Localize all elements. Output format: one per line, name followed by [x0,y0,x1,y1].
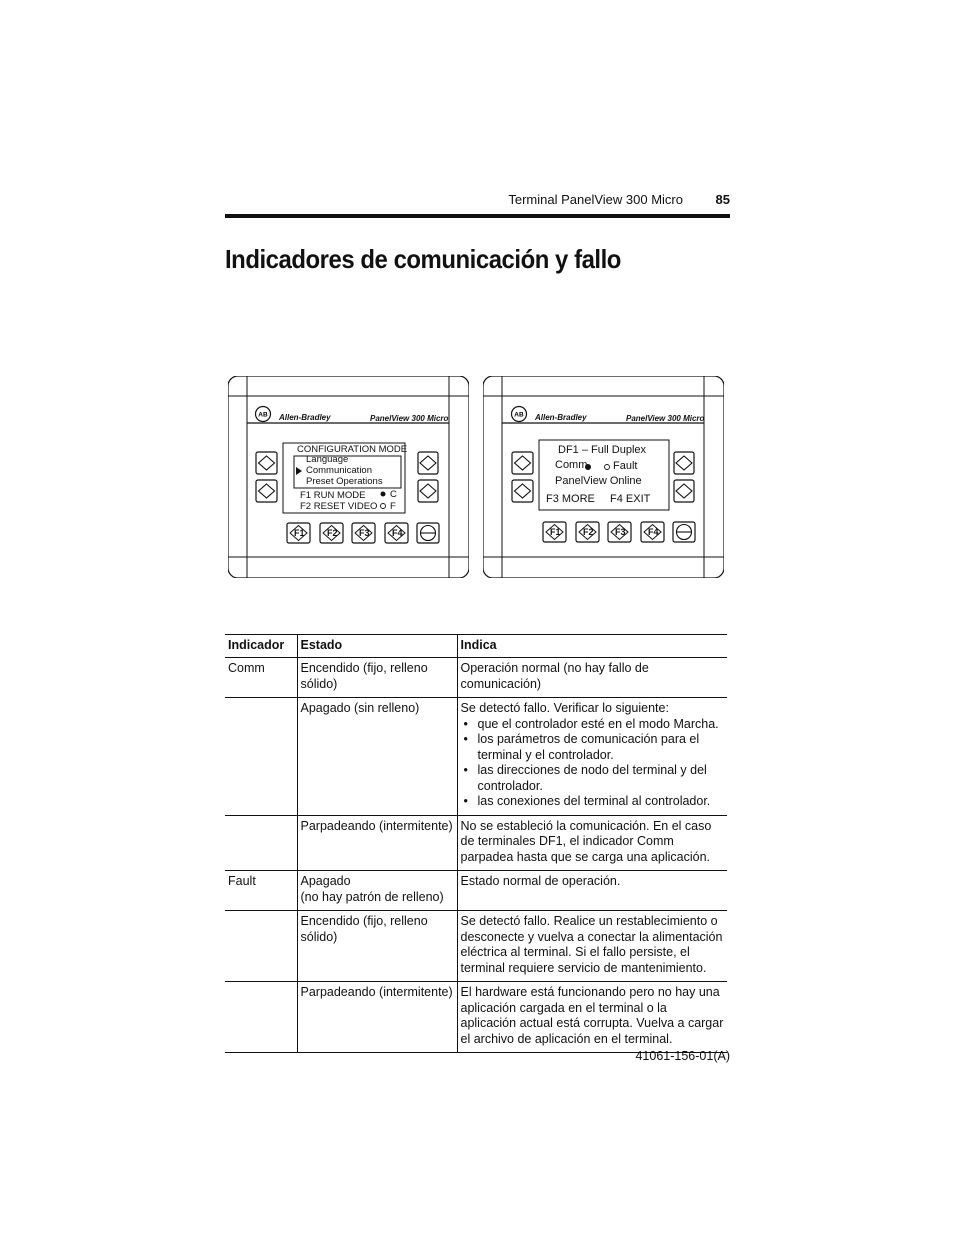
fault-led-off-icon [381,504,386,509]
f4-key-label: F4 [392,528,403,538]
state-line-2: (no hay patrón de relleno) [300,889,444,904]
table-row [225,871,727,911]
header-indicador: Indicador [225,635,297,658]
header-rule [225,214,730,218]
cell-indicator: Fault [225,871,297,911]
svg-text:AB: AB [258,411,268,419]
comm-led-on-icon [381,492,386,497]
meaning-intro: Se detectó fallo. Verificar lo siguiente: [460,701,669,715]
panelview-right-illustration [483,376,724,578]
cell-state [297,871,457,911]
f2-reset-video-label: F2 RESET VIDEO [300,501,378,512]
state-line: Apagado [300,874,351,888]
down-arrow-key-icon[interactable] [674,480,694,502]
indicator-table [225,634,727,1053]
f4-exit-label: F4 EXIT [610,493,651,505]
left-arrow-key-icon[interactable] [256,452,277,474]
brand-label: Allen-Bradley [535,413,587,422]
header-indica: Indica [457,635,727,658]
table-row [225,658,727,698]
up-arrow-key-icon[interactable] [418,452,438,474]
f3-key-label: F3 [615,527,626,537]
comm-label: Comm [555,459,588,471]
fault-label: Fault [613,460,638,472]
down-arrow-key-icon[interactable] [418,480,438,502]
running-header-title: Terminal PanelView 300 Micro [508,192,683,207]
cell-state: Parpadeando (intermitente) [297,982,457,1053]
table-row [225,911,727,982]
f1-run-mode-label: F1 RUN MODE [300,490,366,501]
fault-led-off-icon [605,465,610,470]
f2-key-label: F2 [583,527,594,537]
f3-key-label: F3 [359,528,370,538]
f2-key-label: F2 [327,528,338,538]
list-item: • las direcciones de nodo del terminal y del controlador. [461,763,725,794]
f3-more-label: F3 MORE [546,493,595,505]
table-row [225,698,727,816]
left-arrow-key-icon[interactable] [512,452,533,474]
menu-item-language: Language [306,454,349,465]
cell-state: Apagado (sin relleno) [297,698,457,816]
model-label: PanelView 300 Micro [626,414,705,423]
cell-meaning [457,698,727,816]
page-title: Indicadores de comunicación y fallo [225,244,621,274]
panelview-online-label: PanelView Online [555,475,642,487]
brand-label: Allen-Bradley [279,413,331,422]
menu-item-communication: Communication [306,465,372,476]
check-list [461,717,725,810]
screen-mode-line: CONFIGURATION MODE [297,444,408,455]
menu-item-preset-operations: Preset Operations [306,476,383,487]
cell-meaning: No se estableció la comunicación. En el caso de terminales DF1, el indicador Comm parpadea hasta que se carga una aplicación. [457,815,727,871]
cell-meaning: Estado normal de operación. [457,871,727,911]
list-item: • las conexiones del terminal al controlador. [461,794,725,810]
header-estado: Estado [297,635,457,658]
screen-protocol-line: DF1 – Full Duplex [558,444,647,456]
f1-key-label: F1 [294,528,305,538]
led-c-label: C [390,489,397,500]
panelview-left-illustration [228,376,469,578]
cell-indicator [225,911,297,982]
f4-key-label: F4 [648,527,659,537]
right-arrow-key-icon[interactable] [512,480,533,502]
enter-key-icon[interactable] [673,522,695,542]
model-label: PanelView 300 Micro [370,414,449,423]
cell-indicator [225,815,297,871]
cell-indicator [225,982,297,1053]
table-row [225,982,727,1053]
table-header-row [225,635,727,658]
list-item: • los parámetros de comunicación para el terminal y el controlador. [461,732,725,763]
led-f-label: F [390,501,396,512]
f1-key-label: F1 [550,527,561,537]
publication-code: 41061-156-01(A) [635,1049,730,1063]
cell-indicator [225,698,297,816]
cell-meaning: El hardware está funcionando pero no hay una aplicación cargada en el terminal o la aplicación actual está corrupta. Vuelva a cargar el archivo de aplicación en el terminal. [457,982,727,1053]
cell-meaning: Operación normal (no hay fallo de comunicación) [457,658,727,698]
page-number: 85 [715,192,730,207]
cell-state: Encendido (fijo, relleno sólido) [297,658,457,698]
svg-text:AB: AB [514,411,524,419]
right-arrow-key-icon[interactable] [256,480,277,502]
cell-state: Encendido (fijo, relleno sólido) [297,911,457,982]
cell-indicator: Comm [225,658,297,698]
cell-meaning: Se detectó fallo. Realice un restablecimiento o desconecte y vuelva a conectar la alimentación eléctrica al terminal. Si el fallo persiste, el terminal requiere servicio de mantenimiento. [457,911,727,982]
list-item: • que el controlador esté en el modo Marcha. [461,717,725,733]
table-row [225,815,727,871]
cell-state: Parpadeando (intermitente) [297,815,457,871]
enter-key-icon[interactable] [417,523,439,543]
up-arrow-key-icon[interactable] [674,452,694,474]
